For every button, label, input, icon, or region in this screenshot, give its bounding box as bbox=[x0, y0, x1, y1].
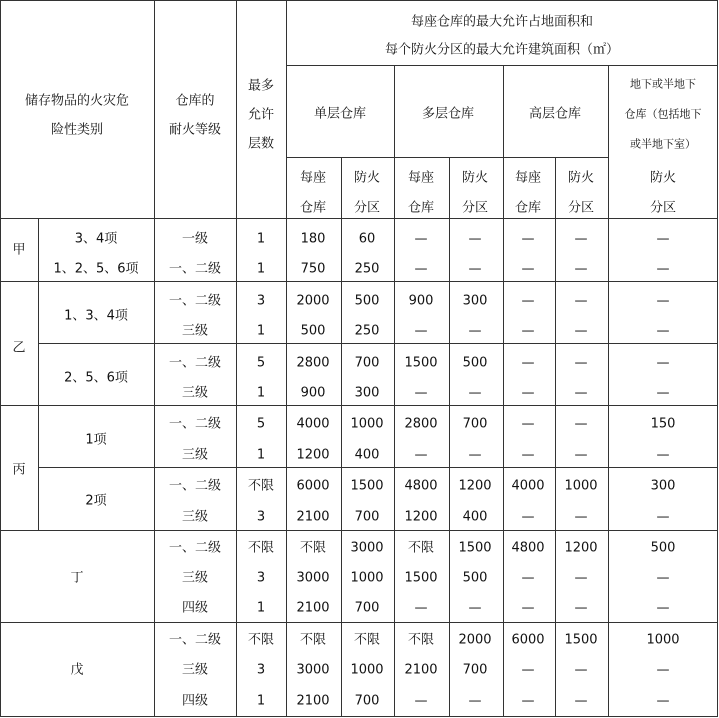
header-max-floors-line1: 最多 bbox=[247, 78, 275, 94]
cell-multi-per-building: — bbox=[414, 600, 428, 616]
cell-multi-per-building: 1500 bbox=[404, 355, 438, 371]
cell-single-compartment: 250 bbox=[354, 261, 380, 277]
cell-multi-compartment: 1200 bbox=[458, 478, 492, 494]
subgroup-label-yi-b: 2、5、6项 bbox=[64, 370, 128, 386]
cell-multi-compartment: 2000 bbox=[458, 632, 492, 648]
cell-fire-rating: 一、二级 bbox=[168, 355, 222, 371]
header-fire-rating-line2: 耐火等级 bbox=[168, 122, 222, 138]
cell-underground-compartment: — bbox=[656, 293, 670, 309]
header-per-building-1b: 仓库 bbox=[299, 200, 327, 216]
cell-fire-rating: 一、二级 bbox=[168, 293, 222, 309]
cell-max-floors: 5 bbox=[256, 416, 266, 432]
cell-fire-rating: 三级 bbox=[181, 385, 209, 401]
subgroup-label-bing-a: 1项 bbox=[85, 432, 107, 448]
cell-high-compartment: — bbox=[574, 293, 588, 309]
cell-multi-per-building: 1200 bbox=[404, 509, 438, 525]
cell-high-per-building: — bbox=[521, 662, 535, 678]
header-multi-storey: 多层仓库 bbox=[421, 106, 475, 122]
cell-multi-compartment: 700 bbox=[462, 416, 488, 432]
cell-single-per-building: 2100 bbox=[296, 600, 330, 616]
header-fire-rating-line1: 仓库的 bbox=[175, 93, 215, 109]
cell-high-per-building: — bbox=[521, 323, 535, 339]
cell-multi-per-building: — bbox=[414, 693, 428, 709]
cell-single-per-building: 2800 bbox=[296, 355, 330, 371]
subgroup-label-jia-a: 3、4项 bbox=[74, 231, 118, 247]
cell-high-compartment: — bbox=[574, 385, 588, 401]
cell-underground-compartment: — bbox=[656, 570, 670, 586]
header-per-building-1a: 每座 bbox=[299, 170, 327, 186]
cell-single-per-building: 2100 bbox=[296, 509, 330, 525]
cell-fire-rating: 四级 bbox=[181, 693, 209, 709]
cell-high-per-building: — bbox=[521, 600, 535, 616]
cell-single-compartment: 1000 bbox=[350, 662, 384, 678]
cell-max-floors: 3 bbox=[256, 509, 266, 525]
cell-high-per-building: — bbox=[521, 509, 535, 525]
cell-single-compartment: 700 bbox=[354, 600, 380, 616]
cell-single-compartment: 1000 bbox=[350, 416, 384, 432]
cell-multi-per-building: 2800 bbox=[404, 416, 438, 432]
header-single-storey: 单层仓库 bbox=[313, 106, 367, 122]
cell-high-per-building: — bbox=[521, 693, 535, 709]
cell-fire-rating: 一、二级 bbox=[168, 261, 222, 277]
header-max-floors-line3: 层数 bbox=[247, 136, 275, 152]
cell-fire-rating: 三级 bbox=[181, 662, 209, 678]
cell-single-compartment: 400 bbox=[354, 447, 380, 463]
cell-single-per-building: 1200 bbox=[296, 447, 330, 463]
cell-single-compartment: 700 bbox=[354, 509, 380, 525]
cell-high-per-building: — bbox=[521, 416, 535, 432]
cell-underground-compartment: — bbox=[656, 447, 670, 463]
cell-multi-compartment: — bbox=[468, 261, 482, 277]
cell-single-per-building: 不限 bbox=[299, 632, 327, 648]
cell-single-compartment: 700 bbox=[354, 693, 380, 709]
cell-single-per-building: 500 bbox=[300, 323, 326, 339]
cell-multi-per-building: — bbox=[414, 261, 428, 277]
cell-underground-compartment: 150 bbox=[650, 416, 676, 432]
cell-high-compartment: — bbox=[574, 570, 588, 586]
cell-fire-rating: 一级 bbox=[181, 231, 209, 247]
cell-high-per-building: — bbox=[521, 570, 535, 586]
cell-high-compartment: — bbox=[574, 231, 588, 247]
cell-multi-compartment: 700 bbox=[462, 662, 488, 678]
cell-underground-compartment: 300 bbox=[650, 478, 676, 494]
cell-high-per-building: 4800 bbox=[511, 540, 545, 556]
cell-underground-compartment: — bbox=[656, 355, 670, 371]
subgroup-label-bing-b: 2项 bbox=[85, 493, 107, 509]
cell-max-floors: 1 bbox=[256, 600, 266, 616]
subgroup-label-jia-b: 1、2、5、6项 bbox=[53, 261, 139, 277]
header-max-floors-line2: 允许 bbox=[247, 107, 275, 123]
cell-single-compartment: 不限 bbox=[353, 632, 381, 648]
cell-single-per-building: 4000 bbox=[296, 416, 330, 432]
cell-single-compartment: 1000 bbox=[350, 570, 384, 586]
header-group-title-line2: 每个防火分区的最大允许建筑面积（㎡） bbox=[384, 42, 620, 58]
header-per-building-3b: 仓库 bbox=[514, 200, 542, 216]
cell-multi-per-building: — bbox=[414, 385, 428, 401]
cell-multi-compartment: — bbox=[468, 385, 482, 401]
cell-underground-compartment: 1000 bbox=[646, 632, 680, 648]
cell-underground-compartment: — bbox=[656, 509, 670, 525]
cell-multi-compartment: 500 bbox=[462, 570, 488, 586]
cell-high-compartment: 1000 bbox=[564, 478, 598, 494]
header-compartment-4b: 分区 bbox=[649, 200, 677, 216]
cell-high-compartment: 1500 bbox=[564, 632, 598, 648]
header-compartment-3b: 分区 bbox=[567, 200, 595, 216]
cell-max-floors: 5 bbox=[256, 355, 266, 371]
header-compartment-1a: 防火 bbox=[353, 170, 381, 186]
cell-multi-compartment: 400 bbox=[462, 509, 488, 525]
cell-underground-compartment: — bbox=[656, 600, 670, 616]
cell-single-per-building: 2100 bbox=[296, 693, 330, 709]
cell-underground-compartment: — bbox=[656, 662, 670, 678]
group-label-yi: 乙 bbox=[12, 340, 26, 356]
cell-multi-per-building: — bbox=[414, 231, 428, 247]
cell-single-compartment: 3000 bbox=[350, 540, 384, 556]
cell-single-compartment: 60 bbox=[358, 231, 376, 247]
cell-high-compartment: — bbox=[574, 447, 588, 463]
header-underground-line2: 仓库（包括地下 bbox=[624, 107, 702, 121]
cell-single-compartment: 250 bbox=[354, 323, 380, 339]
cell-single-compartment: 700 bbox=[354, 355, 380, 371]
cell-single-per-building: 6000 bbox=[296, 478, 330, 494]
cell-single-per-building: 3000 bbox=[296, 662, 330, 678]
cell-max-floors: 1 bbox=[256, 231, 266, 247]
header-high-rise: 高层仓库 bbox=[528, 106, 582, 122]
header-underground-line3: 或半地下室） bbox=[630, 137, 696, 151]
cell-multi-per-building: 2100 bbox=[404, 662, 438, 678]
cell-multi-per-building: 不限 bbox=[407, 540, 435, 556]
cell-max-floors: 3 bbox=[256, 570, 266, 586]
cell-high-compartment: — bbox=[574, 323, 588, 339]
cell-multi-per-building: 4800 bbox=[404, 478, 438, 494]
cell-high-compartment: — bbox=[574, 693, 588, 709]
group-label-ding: 丁 bbox=[70, 570, 84, 586]
cell-high-compartment: — bbox=[574, 416, 588, 432]
cell-multi-per-building: 不限 bbox=[407, 632, 435, 648]
header-compartment-2b: 分区 bbox=[461, 200, 489, 216]
cell-multi-per-building: — bbox=[414, 323, 428, 339]
cell-underground-compartment: — bbox=[656, 261, 670, 277]
header-underground-line1: 地下或半地下 bbox=[630, 77, 696, 91]
cell-high-compartment: — bbox=[574, 509, 588, 525]
header-category-line2: 险性类别 bbox=[50, 122, 104, 138]
cell-underground-compartment: 500 bbox=[650, 540, 676, 556]
group-label-wu: 戊 bbox=[70, 662, 84, 678]
cell-multi-compartment: — bbox=[468, 600, 482, 616]
cell-multi-compartment: — bbox=[468, 693, 482, 709]
cell-underground-compartment: — bbox=[656, 693, 670, 709]
cell-high-per-building: — bbox=[521, 293, 535, 309]
header-compartment-4a: 防火 bbox=[649, 170, 677, 186]
cell-fire-rating: 一、二级 bbox=[168, 632, 222, 648]
header-compartment-3a: 防火 bbox=[567, 170, 595, 186]
cell-single-per-building: 900 bbox=[300, 385, 326, 401]
cell-multi-per-building: 900 bbox=[408, 293, 434, 309]
header-per-building-2b: 仓库 bbox=[407, 200, 435, 216]
cell-high-compartment: — bbox=[574, 600, 588, 616]
cell-fire-rating: 一、二级 bbox=[168, 416, 222, 432]
cell-max-floors: 3 bbox=[256, 662, 266, 678]
cell-fire-rating: 一、二级 bbox=[168, 540, 222, 556]
cell-max-floors: 1 bbox=[256, 261, 266, 277]
cell-multi-compartment: — bbox=[468, 231, 482, 247]
cell-max-floors: 1 bbox=[256, 693, 266, 709]
cell-underground-compartment: — bbox=[656, 323, 670, 339]
cell-high-per-building: — bbox=[521, 447, 535, 463]
cell-multi-compartment: 500 bbox=[462, 355, 488, 371]
cell-single-compartment: 300 bbox=[354, 385, 380, 401]
cell-high-compartment: — bbox=[574, 355, 588, 371]
cell-single-per-building: 3000 bbox=[296, 570, 330, 586]
cell-max-floors: 不限 bbox=[247, 632, 275, 648]
cell-max-floors: 3 bbox=[256, 293, 266, 309]
header-per-building-3a: 每座 bbox=[514, 170, 542, 186]
cell-single-per-building: 750 bbox=[300, 261, 326, 277]
cell-high-per-building: 6000 bbox=[511, 632, 545, 648]
group-label-jia: 甲 bbox=[12, 242, 26, 258]
cell-single-compartment: 500 bbox=[354, 293, 380, 309]
cell-fire-rating: 三级 bbox=[181, 323, 209, 339]
cell-high-compartment: — bbox=[574, 261, 588, 277]
cell-multi-per-building: — bbox=[414, 447, 428, 463]
cell-fire-rating: 一、二级 bbox=[168, 478, 222, 494]
cell-max-floors: 1 bbox=[256, 385, 266, 401]
cell-multi-compartment: 1500 bbox=[458, 540, 492, 556]
cell-high-per-building: — bbox=[521, 355, 535, 371]
header-compartment-1b: 分区 bbox=[353, 200, 381, 216]
cell-single-per-building: 2000 bbox=[296, 293, 330, 309]
cell-high-compartment: — bbox=[574, 662, 588, 678]
cell-high-per-building: — bbox=[521, 261, 535, 277]
cell-max-floors: 1 bbox=[256, 323, 266, 339]
cell-fire-rating: 三级 bbox=[181, 570, 209, 586]
cell-single-per-building: 不限 bbox=[299, 540, 327, 556]
cell-fire-rating: 三级 bbox=[181, 509, 209, 525]
cell-multi-compartment: — bbox=[468, 447, 482, 463]
header-category-line1: 储存物品的火灾危 bbox=[24, 93, 130, 109]
cell-high-compartment: 1200 bbox=[564, 540, 598, 556]
group-label-bing: 丙 bbox=[12, 462, 26, 478]
cell-underground-compartment: — bbox=[656, 231, 670, 247]
cell-single-per-building: 180 bbox=[300, 231, 326, 247]
cell-fire-rating: 四级 bbox=[181, 600, 209, 616]
cell-single-compartment: 1500 bbox=[350, 478, 384, 494]
cell-high-per-building: 4000 bbox=[511, 478, 545, 494]
cell-multi-compartment: — bbox=[468, 323, 482, 339]
header-group-title-line1: 每座仓库的最大允许占地面积和 bbox=[410, 14, 594, 30]
header-compartment-2a: 防火 bbox=[461, 170, 489, 186]
cell-max-floors: 不限 bbox=[247, 478, 275, 494]
cell-high-per-building: — bbox=[521, 231, 535, 247]
cell-max-floors: 不限 bbox=[247, 540, 275, 556]
cell-multi-compartment: 300 bbox=[462, 293, 488, 309]
cell-multi-per-building: 1500 bbox=[404, 570, 438, 586]
cell-high-per-building: — bbox=[521, 385, 535, 401]
cell-max-floors: 1 bbox=[256, 447, 266, 463]
header-per-building-2a: 每座 bbox=[407, 170, 435, 186]
cell-underground-compartment: — bbox=[656, 385, 670, 401]
cell-fire-rating: 三级 bbox=[181, 447, 209, 463]
subgroup-label-yi-a: 1、3、4项 bbox=[64, 308, 128, 324]
